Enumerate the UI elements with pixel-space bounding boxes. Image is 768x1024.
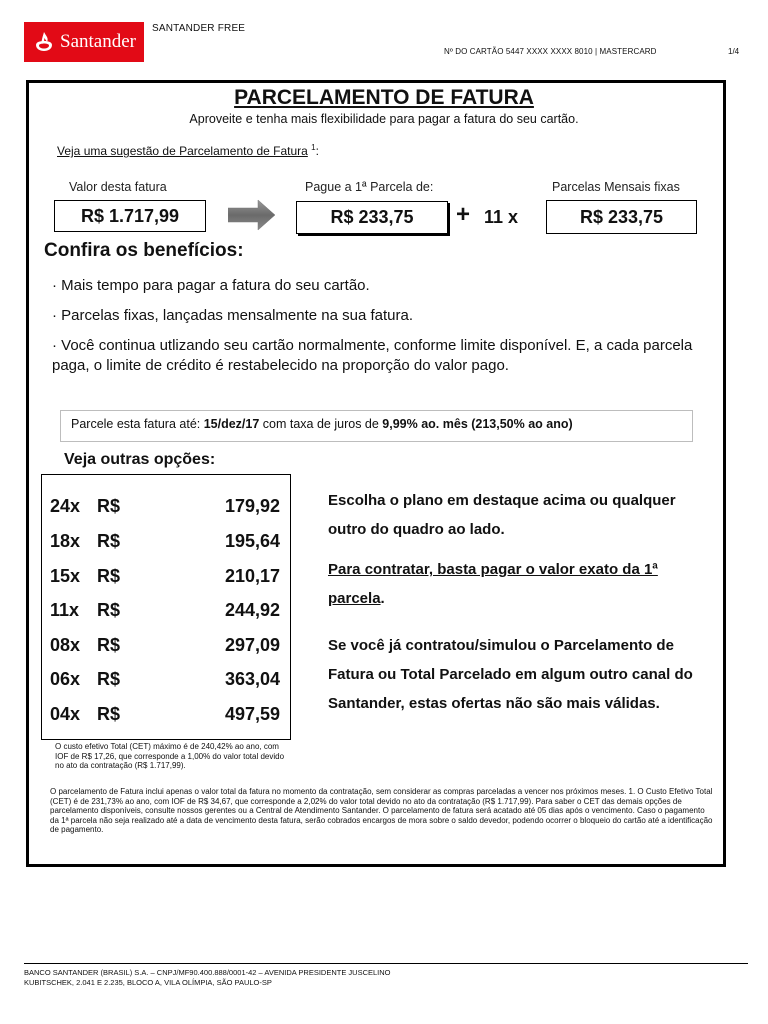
- option-value: 179,92: [224, 496, 280, 516]
- option-row: [50, 635, 280, 663]
- invoice-value-label: Valor desta fatura: [69, 180, 167, 194]
- how-to-contract-period: .: [380, 590, 385, 607]
- option-currency: R$: [97, 704, 121, 724]
- cet-note: O custo efetivo Total (CET) máximo é de 240,42% ao ano, com IOF de R$ 17,26, que corresponde a 1,00% do valor total devido no ato da contratação (R$ 1.717,99).: [55, 742, 285, 770]
- fixed-installments-label: Parcelas Mensais fixas: [552, 180, 680, 194]
- option-row: [50, 531, 280, 559]
- option-currency: R$: [97, 531, 121, 551]
- option-value: 363,04: [224, 669, 280, 689]
- option-count: 06x: [50, 669, 81, 689]
- deadline-box: [60, 410, 693, 442]
- offer-validity-text: Se você já contratou/simulou o Parcelamento de Fatura ou Total Parcelado em algum outro canal do Santander, estas ofertas não são mais válidas.: [328, 637, 693, 712]
- option-currency: R$: [97, 496, 121, 516]
- page-number: 1/4: [728, 47, 740, 56]
- suggestion-label: Veja uma sugestão de Parcelamento de Fatura: [57, 144, 308, 158]
- option-row: [50, 600, 280, 628]
- how-to-contract-text: [328, 555, 708, 613]
- right-arrow-icon: [228, 199, 276, 231]
- fixed-installments-box: R$ 233,75: [546, 200, 697, 234]
- option-count: 18x: [50, 531, 81, 551]
- benefit-item: · Parcelas fixas, lançadas mensalmente na sua fatura.: [52, 307, 414, 324]
- options-heading: Veja outras opções:: [64, 451, 216, 468]
- brand-name: Santander: [60, 31, 136, 52]
- option-currency: R$: [97, 635, 121, 655]
- first-installment-box: R$ 233,75: [296, 201, 448, 234]
- option-count: 08x: [50, 635, 81, 655]
- bank-address-line: BANCO SANTANDER (BRASIL) S.A. – CNPJ/MF90.400.888/0001-42 – AVENIDA PRESIDENTE JUSCELINO: [24, 968, 391, 977]
- option-value: 297,09: [224, 635, 280, 655]
- installment-count: 11 x: [484, 207, 519, 227]
- page-title: PARCELAMENTO DE FATURA: [234, 86, 534, 109]
- option-value: 497,59: [224, 704, 280, 724]
- benefit-item: · Você continua utlizando seu cartão normalmente, conforme limite disponível. E, a cada parcela paga, o limite de crédito é restabelecido na proporção do valor pago.: [52, 337, 693, 374]
- card-number: Nº DO CARTÃO 5447 XXXX XXXX 8010 | MASTERCARD: [444, 47, 657, 56]
- choose-plan-text: Escolha o plano em destaque acima ou qualquer outro do quadro ao lado.: [328, 492, 676, 538]
- benefits-heading: Confira os benefícios:: [44, 240, 244, 261]
- option-row: [50, 704, 280, 732]
- option-value: 210,17: [224, 566, 280, 586]
- santander-logo: [24, 22, 144, 62]
- interest-rate: 9,99% ao. mês (213,50% ao ano): [382, 417, 573, 431]
- invoice-value-box: R$ 1.717,99: [54, 200, 206, 232]
- bank-address-line: KUBITSCHEK, 2.041 E 2.235, BLOCO A, VILA OLÍMPIA, SÃO PAULO-SP: [24, 978, 272, 987]
- option-currency: R$: [97, 600, 121, 620]
- option-currency: R$: [97, 566, 121, 586]
- option-count: 24x: [50, 496, 81, 516]
- benefit-item: · Mais tempo para pagar a fatura do seu cartão.: [52, 277, 370, 294]
- option-currency: R$: [97, 669, 121, 689]
- page-subtitle: Aproveite e tenha mais flexibilidade para pagar a fatura do seu cartão.: [189, 112, 579, 126]
- option-row: [50, 566, 280, 594]
- plus-sign: +: [456, 201, 471, 228]
- footnote-marker: 1: [311, 143, 316, 152]
- option-count: 15x: [50, 566, 81, 586]
- suggestion-colon: :: [315, 144, 319, 158]
- deadline-prefix: Parcele esta fatura até:: [71, 417, 204, 431]
- deadline-date: 15/dez/17: [203, 417, 260, 431]
- product-name: SANTANDER FREE: [152, 23, 246, 34]
- option-value: 195,64: [224, 531, 280, 551]
- suggestion-text: [57, 143, 319, 158]
- option-value: 244,92: [224, 600, 280, 620]
- flame-icon: [34, 31, 54, 53]
- first-installment-label: Pague a 1ª Parcela de:: [305, 180, 434, 194]
- option-row: [50, 496, 280, 524]
- footer-divider: [24, 963, 748, 964]
- option-count: 11x: [50, 600, 80, 620]
- deadline-middle: com taxa de juros de: [259, 417, 383, 431]
- how-to-contract-underlined: Para contratar, basta pagar o valor exato da 1ª parcela: [328, 561, 658, 607]
- footnote-text: O parcelamento de Fatura inclui apenas o valor total da fatura no momento da contratação, sem considerar as compras parceladas a vencer nos próximos meses. 1. O Custo Efetivo Total (CET) é de 231,73% ao ano, com IOF de R$ 34,67, que corresponde a 2,02% do valor total devido no ato da contratação (R$ 1.717,99). Para saber o CET das demais opções de parcelamento disponíveis, consulte nossos gerentes ou a Central de Atendimento Santander. O parcelamento de fatura será acatado até 05 dias após o vencimento. Caso o pagamento da 1ª parcela não seja realizado até a data de vencimento desta fatura, serão cobrados encargos de mora sobre o saldo devedor, podendo ocorrer o bloqueio do cartão até a identificação de pagamento.: [50, 787, 713, 834]
- option-count: 04x: [50, 704, 81, 724]
- option-row: [50, 669, 280, 697]
- bank-address: [24, 968, 444, 988]
